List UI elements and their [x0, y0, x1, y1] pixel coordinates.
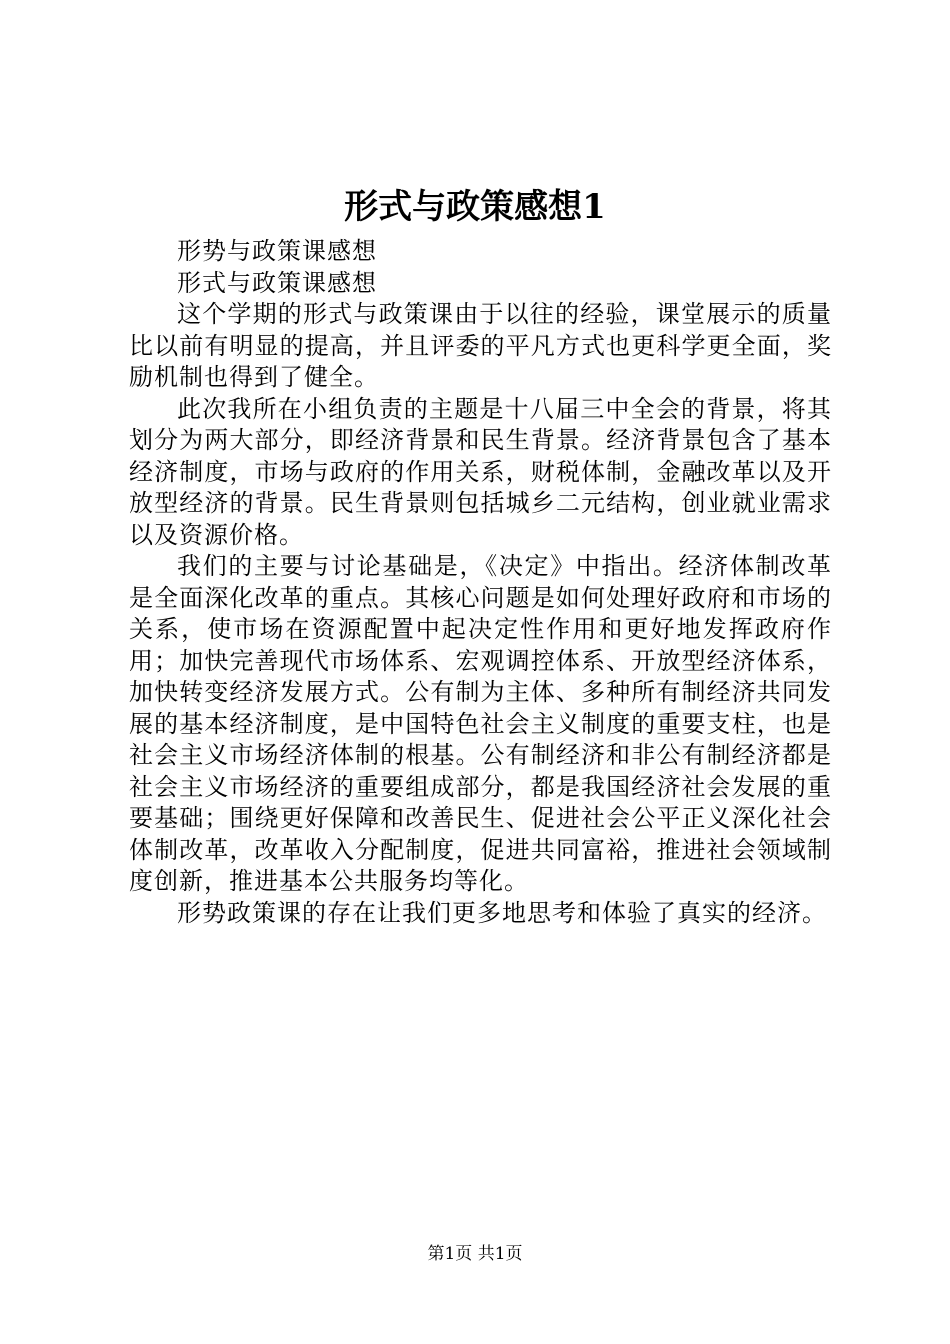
page-footer: 第1页 共1页 — [427, 1244, 523, 1264]
paragraph-discussion: 我们的主要与讨论基础是，《决定》中指出。经济体制改革是全面深化改革的重点。其核心问题是如何处理好政府和市场的关系，使市场在资源配置中起决定性作用和更好地发挥政府作用；加快完善现代市场体系、宏观调控体系、开放型经济体系，加快转变经济发展方式。公有制为主体、多种所有制经济共同发展的基本经济制度，是中国特色社会主义制度的重要支柱，也是社会主义市场经济体制的根基。公有制经济和非公有制经济都是社会主义市场经济的重要组成部分，都是我国经济社会发展的重要基础；围绕更好保障和改善民生、促进社会公平正义深化社会体制改革，改革收入分配制度，促进共同富裕，推进社会领域制度创新，推进基本公共服务均等化。 — [129, 552, 832, 895]
paragraph-topic: 此次我所在小组负责的主题是十八届三中全会的背景，将其划分为两大部分，即经济背景和民生背景。经济背景包含了基本经济制度，市场与政府的作用关系，财税体制，金融改革以及开放型经济的背景。民生背景则包括城乡二元结构，创业就业需求以及资源价格。 — [129, 394, 832, 549]
paragraph-intro: 这个学期的形式与政策课由于以往的经验，课堂展示的质量比以前有明显的提高，并且评委的平凡方式也更科学更全面，奖励机制也得到了健全。 — [129, 300, 832, 391]
paragraph-subtitle-2: 形式与政策课感想 — [177, 268, 377, 297]
paragraph-conclusion: 形势政策课的存在让我们更多地思考和体验了真实的经济。 — [177, 898, 827, 927]
document-body — [129, 236, 832, 929]
document-title: 形式与政策感想1 — [344, 187, 606, 227]
paragraph-subtitle-1: 形势与政策课感想 — [177, 237, 377, 265]
